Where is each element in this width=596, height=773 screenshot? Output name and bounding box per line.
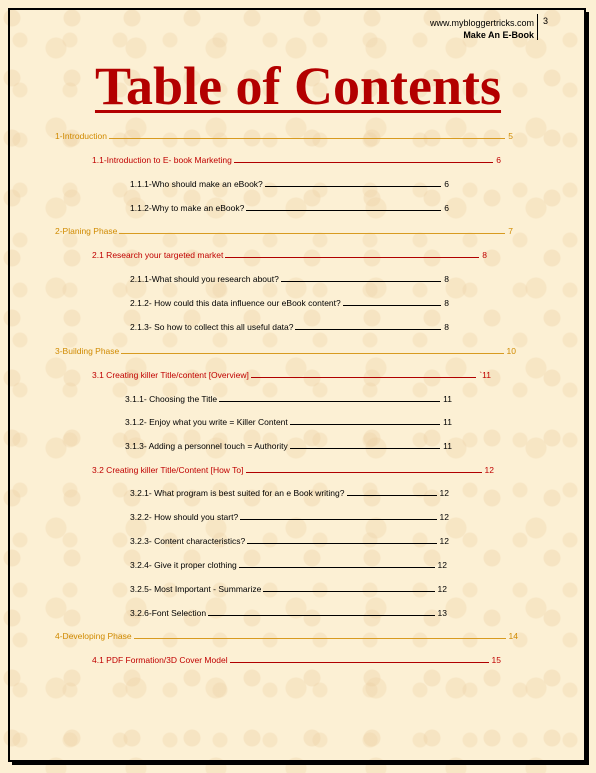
toc-entry[interactable] [55, 342, 516, 356]
toc-entry-title: 2.1.3- So how to collect this all useful data? [130, 322, 294, 332]
toc-entry-page: 12 [437, 584, 447, 594]
toc-entry-page: 12 [439, 488, 449, 498]
toc-entry-title: 3.2.1- What program is best suited for an e Book writing? [130, 488, 345, 498]
toc-entry-title: 3.2 Creating killer Title/Content [How To] [92, 465, 244, 475]
toc-entry-page: 12 [484, 465, 494, 475]
toc-entry-title: 2-Planing Phase [55, 226, 118, 236]
toc-leader-line [119, 233, 505, 234]
toc-entry-page: 7 [508, 226, 513, 236]
toc-entry-page: 11 [443, 394, 452, 404]
toc-entry-title: 4-Developing Phase [55, 631, 132, 641]
page-title: Table of Contents [94, 56, 502, 116]
toc-leader-line [246, 472, 482, 473]
toc-entry-page: 8 [444, 298, 449, 308]
toc-entry-title: 3.1 Creating killer Title/content [Overview] [92, 370, 249, 380]
toc-entry[interactable] [125, 390, 452, 404]
toc-entry[interactable] [130, 484, 449, 498]
toc-entry-title: 3.2.3- Content characteristics? [130, 536, 246, 546]
toc-leader-line [263, 591, 434, 592]
toc-entry-page: 8 [444, 274, 449, 284]
toc-entry[interactable] [130, 199, 449, 213]
toc-entry-title: 3.1.3- Adding a personnel touch = Authority [125, 441, 288, 451]
toc-leader-line [295, 329, 441, 330]
toc-entry-page: 13 [437, 608, 447, 618]
toc-leader-line [240, 519, 436, 520]
toc-leader-line [109, 138, 505, 139]
toc-entry[interactable] [130, 580, 447, 594]
toc-leader-line [290, 424, 440, 425]
running-header [430, 17, 534, 41]
toc-entry-page: 8 [444, 322, 449, 332]
toc-entry-page: 6 [444, 203, 449, 213]
toc-leader-line [239, 567, 435, 568]
toc-entry-title: 3.2.5- Most Important - Summarize [130, 584, 262, 594]
toc-leader-line [225, 257, 479, 258]
toc-entry-page: 6 [496, 155, 501, 165]
toc-entry[interactable] [55, 222, 513, 236]
toc-leader-line [121, 353, 503, 354]
header-doc-title: Make An E-Book [463, 30, 534, 40]
toc-entry[interactable] [125, 413, 452, 427]
toc-leader-line [281, 281, 441, 282]
toc-leader-line [246, 210, 441, 211]
toc-entry[interactable] [92, 461, 494, 475]
page-number: 3 [537, 14, 548, 40]
toc-leader-line [343, 305, 442, 306]
toc-entry-title: 2.1.2- How could this data influence our eBook content? [130, 298, 341, 308]
toc-entry-title: 2.1.1-What should you research about? [130, 274, 279, 284]
toc-leader-line [251, 377, 477, 378]
toc-entry[interactable] [130, 318, 449, 332]
toc-entry-title: 3.2.2- How should you start? [130, 512, 239, 522]
toc-entry-title: 3.2.4- Give it proper clothing [130, 560, 237, 570]
toc-entry-title: 3.1.1- Choosing the Title [125, 394, 218, 404]
toc-leader-line [234, 162, 493, 163]
toc-entry[interactable] [130, 175, 449, 189]
toc-entry-title: 3.1.2- Enjoy what you write = Killer Content [125, 417, 288, 427]
toc-entry[interactable] [130, 604, 447, 618]
toc-leader-line [230, 662, 489, 663]
toc-entry-page: 14 [508, 631, 518, 641]
toc-entry-title: 3-Building Phase [55, 346, 120, 356]
toc-entry-title: 1-Introduction [55, 131, 107, 141]
toc-leader-line [134, 638, 506, 639]
toc-entry[interactable] [130, 532, 449, 546]
toc-entry[interactable] [92, 366, 491, 380]
toc-entry-page: 15 [491, 655, 501, 665]
toc-entry-page: 12 [437, 560, 447, 570]
toc-entry[interactable] [130, 294, 449, 308]
toc-entry[interactable] [55, 127, 513, 141]
toc-entry-page: 12 [439, 512, 449, 522]
toc-entry-title: 1.1-Introduction to E- book Marketing [92, 155, 232, 165]
toc-entry[interactable] [55, 627, 518, 641]
toc-entry[interactable] [130, 508, 449, 522]
toc-entry-page: 12 [439, 536, 449, 546]
toc-entry[interactable] [92, 246, 487, 260]
toc-entry-page: 6 [444, 179, 449, 189]
toc-entry-title: 2.1 Research your targeted market [92, 250, 224, 260]
toc-entry-title: 3.2.6-Font Selection [130, 608, 207, 618]
toc-leader-line [265, 186, 441, 187]
toc-entry-page: 8 [482, 250, 487, 260]
toc-leader-line [208, 615, 434, 616]
toc-entry-title: 1.1.2-Why to make an eBook? [130, 203, 245, 213]
toc-entry[interactable] [130, 556, 447, 570]
toc-entry-title: 4.1 PDF Formation/3D Cover Model [92, 655, 228, 665]
toc-entry[interactable] [125, 437, 452, 451]
toc-leader-line [290, 448, 440, 449]
toc-entry-page: `11 [479, 370, 491, 380]
toc-leader-line [347, 495, 437, 496]
header-site-url[interactable]: www.mybloggertricks.com [429, 18, 534, 28]
page-border [8, 8, 586, 762]
toc-entry[interactable] [92, 651, 501, 665]
toc-entry-page: 5 [508, 131, 513, 141]
toc-entry-title: 1.1.1-Who should make an eBook? [130, 179, 263, 189]
toc-leader-line [247, 543, 436, 544]
toc-leader-line [219, 401, 440, 402]
toc-entry-page: 11 [443, 441, 452, 451]
toc-entry-page: 10 [506, 346, 516, 356]
toc-entry-page: 11 [443, 417, 452, 427]
toc-entry[interactable] [130, 270, 449, 284]
toc-entry[interactable] [92, 151, 501, 165]
